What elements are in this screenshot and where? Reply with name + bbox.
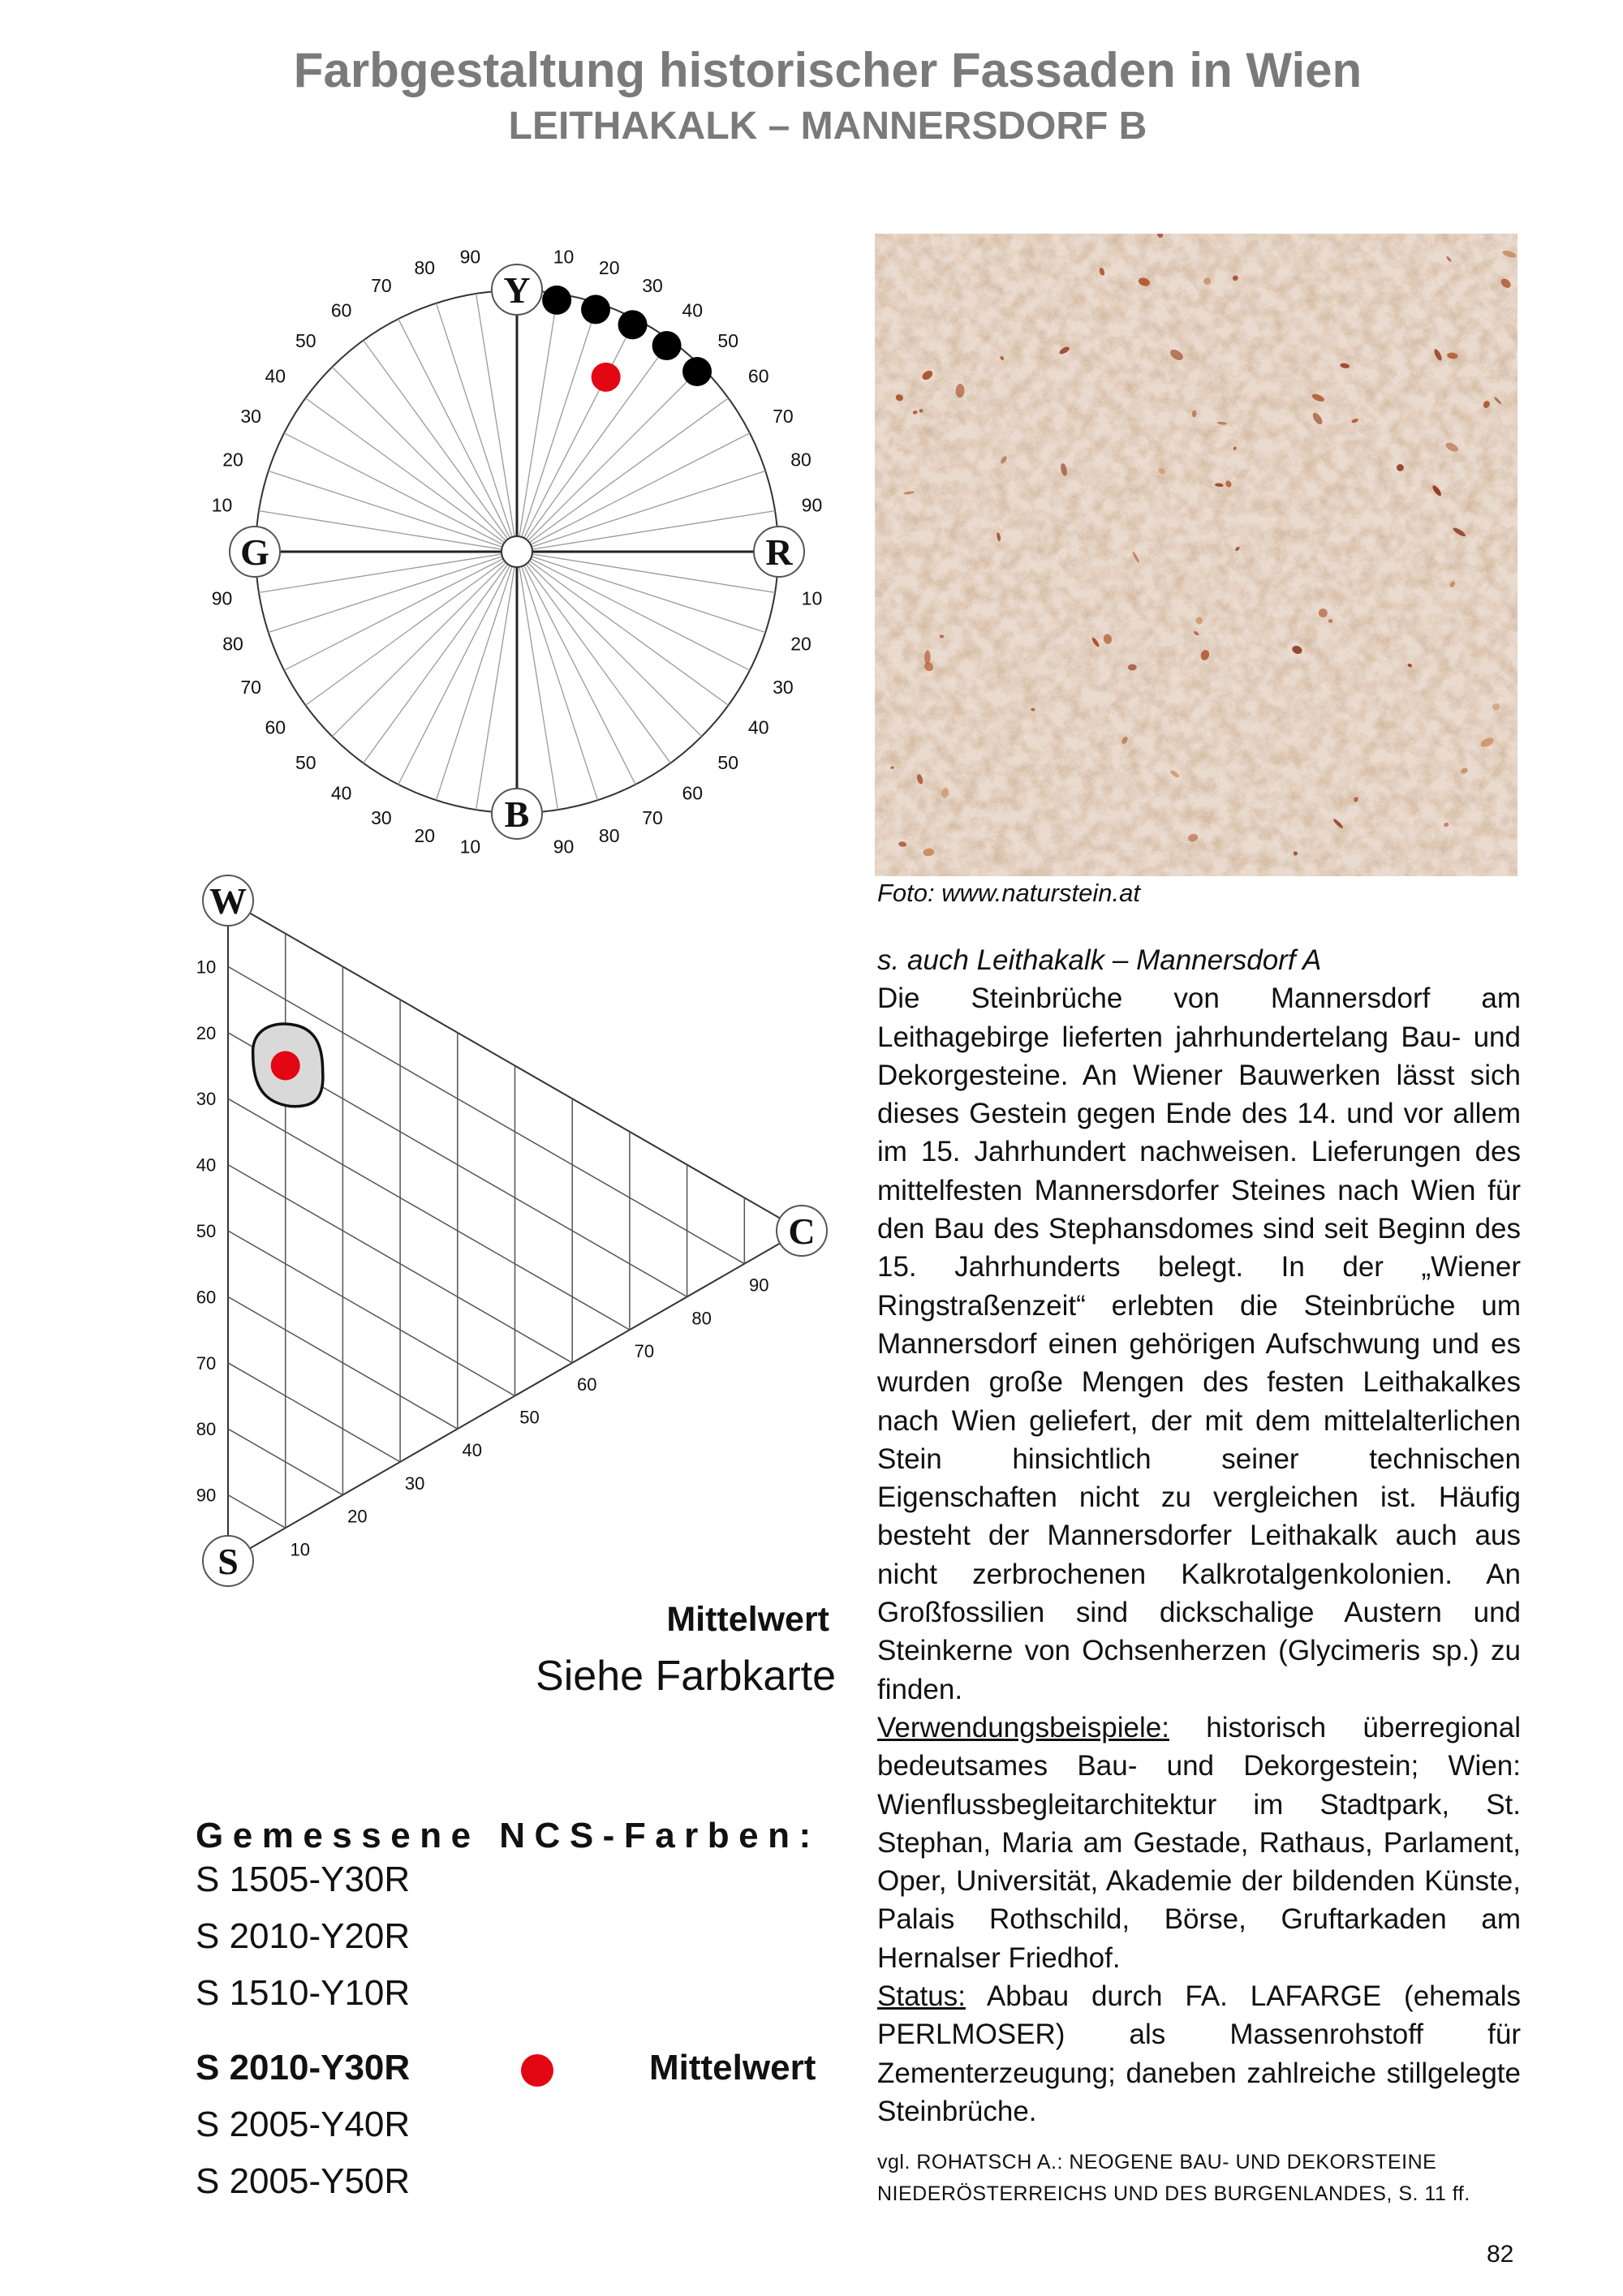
hue-tick-label: 40 [330,782,352,804]
hue-spoke [259,511,517,552]
triangle-grid-line [228,1495,286,1529]
hue-spoke [398,319,517,552]
hue-spoke [305,398,517,552]
triangle-scale-label: 50 [196,1221,217,1241]
ncs-diagrams [0,0,860,1615]
hue-tick-label: 70 [240,677,261,699]
hue-spoke [517,398,729,552]
hue-tick-label: 50 [717,752,739,774]
hue-spoke [284,552,517,670]
ncs-heading: Gemessene NCS-Farben: [196,1816,820,1855]
triangle-scale-label: 40 [196,1154,217,1176]
hue-spoke [517,552,670,763]
triangle-scale-label: 20 [347,1506,368,1527]
hue-tick-label: 90 [459,246,481,268]
triangle-scale-label: 70 [634,1341,655,1362]
hue-spoke [517,552,598,800]
triangle-corner-label: C [788,1210,816,1252]
hue-spoke [517,552,765,633]
ncs-hue-circle [256,286,778,813]
mean-color-dot [271,1051,300,1081]
page-subtitle: LEITHAKALK – MANNERSDORF B [508,105,1147,148]
triangle-corner-label: S [217,1541,239,1582]
triangle-scale-label: 60 [576,1374,597,1395]
hue-tick-label: 30 [240,405,261,427]
see-also-note: s. auch Leithakalk – Mannersdorf A [877,944,1322,976]
ncs-mean-tag: Mittelwert [649,2048,816,2087]
measured-hue-dot [542,286,571,315]
intro-paragraph: Die Steinbrüche von Mannersdorf am Leithagebirge lieferten jahrhundertelang Bau- und Dekorgesteine. An Wiener Bauwerken lässt sich dieses Gestein gegen Ende des 14. und vor allem im 15. Jahrhundert nachweisen. Lieferungen des mittelfesten Mannersdorfer Steines nach Wien für den Bau des Stephansdomes sind seit Beginn des 15. Jahrhunderts belegt. In der „Wiener Ringstraßenzeit“ erlebten die Steinbrüche um Mannersdorf einen gehörigen Aufschwung und es wurden große Mengen des festen Leithakalkes nach Wien geliefert, der mit dem mittelalterlichen Stein hinsichtlich seiner technischen Eigenschaften nicht zu vergleichen ist. Häufig besteht der Mannersdorfer Leithakalk auch aus nicht zerbrochenen Kalkrotalgenkolonien. An Großfossilien sind dickschalige Austern und Steinkerne von Ochsenherzen (Glycimeris sp.) zu finden. [877,982,1521,1705]
hue-spoke [517,294,558,552]
usage-label: Verwendungsbeispiele: [877,1711,1169,1743]
hue-spoke [398,552,517,785]
hue-pole-label: B [504,793,530,835]
ncs-color-item: S 1505-Y30R [196,1860,411,1899]
hue-spoke [517,552,729,705]
hue-spoke [517,552,775,592]
hue-tick-label: 40 [747,716,769,738]
hue-tick-label: 40 [265,365,286,387]
mean-hue-dot [592,363,621,392]
ncs-color-item: S 2005-Y50R [196,2161,411,2201]
triangle-scale-label: 70 [196,1352,217,1374]
hue-tick-label: 90 [553,836,575,858]
hue-spoke [284,433,517,552]
hue-tick-label: 20 [222,449,243,471]
hue-pole-label: Y [503,269,531,311]
hue-spoke [269,471,517,552]
hue-tick-label: 50 [717,329,739,351]
hue-spoke [259,552,517,592]
hue-tick-label: 80 [222,633,243,655]
measured-hue-dot [652,331,682,360]
hue-tick-label: 30 [642,275,663,297]
hue-tick-label: 70 [773,405,794,427]
triangle-grid-line [228,966,744,1263]
hue-tick-label: 90 [211,587,233,609]
hue-spoke [517,511,775,552]
hue-tick-label: 30 [773,677,794,699]
hue-tick-label: 60 [265,716,286,738]
mean-marker-dot [521,2054,553,2087]
hue-spoke [332,367,517,552]
hue-spoke [436,303,517,552]
hue-spoke [517,367,702,552]
hue-tick-label: 60 [330,299,352,321]
measured-hue-dot [682,357,712,386]
page-title: Farbgestaltung historischer Fassaden in Wien [293,43,1363,97]
hue-spoke [364,340,517,552]
hue-tick-label: 40 [682,299,704,321]
hue-spoke [517,552,558,810]
hue-tick-label: 30 [371,806,392,828]
hue-spoke [517,319,635,552]
ncs-color-item: S 1510-Y10R [196,1973,411,2013]
hue-tick-label: 50 [295,329,316,351]
hue-tick-label: 20 [598,257,620,279]
triangle-scale-label: 10 [196,957,217,978]
ncs-color-item: S 2010-Y20R [196,1916,411,1956]
hue-tick-label: 20 [414,824,436,846]
hue-tick-label: 20 [790,633,812,655]
triangle-scale-label: 40 [462,1440,483,1461]
hue-spoke [517,471,765,552]
mean-value-heading: Mittelwert [666,1600,829,1639]
status-text: Abbau durch FA. LAFARGE (ehemals PERLMOSER) als Massenrohstoff für Zementerzeugung; daneben zahlreiche stillgelegte Steinbrüche. [877,1980,1521,2127]
hue-spoke [332,552,517,737]
mean-value-note: Siehe Farbkarte [536,1653,836,1700]
hue-tick-label: 70 [642,806,663,828]
stone-texture [875,234,1518,876]
hue-spoke [517,552,635,785]
hue-tick-label: 70 [371,275,392,297]
hue-spoke [269,552,517,633]
hue-tick-label: 50 [295,752,316,774]
triangle-grid-line [228,1363,400,1462]
literature-reference: vgl. ROHATSCH A.: NEOGENE BAU- UND DEKORSTEINE NIEDERÖSTERREICHS UND DES BURGENLANDES, S. 11 ff. [877,2151,1470,2205]
page-number: 82 [1487,2241,1514,2268]
hue-spoke [517,552,750,670]
ncs-triangle [196,875,827,1586]
hue-spoke [476,552,517,810]
hue-tick-label: 10 [553,246,575,268]
usage-text: historisch überregional bedeutsames Bau- und Dekorgestein; Wien: Wienflussbegleitarchitektur im Stadtpark, St. Stephan, Maria am Gestade, Rathaus, Parlament, Oper, Universität, Akademie der bildenden Künste, Palais Rothschild, Börse, Gruftarkaden am Hernalser Friedhof. [877,1711,1521,1974]
hue-tick-label: 80 [414,257,436,279]
triangle-scale-label: 50 [519,1407,540,1428]
stone-photo [875,234,1518,876]
hue-tick-label: 80 [790,449,812,471]
hue-tick-label: 80 [598,824,620,846]
triangle-scale-label: 80 [691,1308,712,1329]
hue-spoke [517,303,598,552]
hue-spoke [517,552,702,737]
triangle-scale-label: 10 [290,1539,310,1560]
hue-tick-label: 10 [459,836,481,858]
triangle-corner-label: W [209,880,247,922]
hue-tick-label: 60 [747,365,769,387]
hue-tick-label: 10 [801,587,823,609]
hue-spoke [364,552,517,763]
hue-spoke [517,433,750,552]
triangle-scale-label: 20 [196,1022,217,1043]
hue-spoke [476,294,517,552]
ncs-color-item-mean: S 2010-Y30R [196,2048,411,2087]
triangle-scale-label: 60 [196,1287,217,1308]
hue-tick-label: 60 [682,782,704,804]
ncs-color-item: S 2005-Y40R [196,2105,411,2144]
measured-hue-dot [581,295,610,324]
description-text [877,941,1521,2130]
hue-spoke [305,552,517,705]
hue-spoke [436,552,517,800]
triangle-scale-label: 90 [749,1275,769,1296]
hue-tick-label: 10 [211,494,233,516]
photo-caption: Foto: www.naturstein.at [877,879,1140,907]
status-label: Status: [877,1980,966,2013]
triangle-scale-label: 30 [404,1473,425,1494]
hue-pole-label: R [765,531,793,573]
triangle-grid-line [228,1099,630,1330]
measured-hue-dot [618,310,648,339]
triangle-scale-label: 30 [196,1089,217,1110]
triangle-scale-label: 80 [196,1419,217,1440]
triangle-scale-label: 90 [196,1485,217,1506]
hue-center [502,536,532,567]
hue-tick-label: 90 [801,494,823,516]
triangle-grid-line [228,1231,515,1396]
hue-pole-label: G [240,531,269,573]
